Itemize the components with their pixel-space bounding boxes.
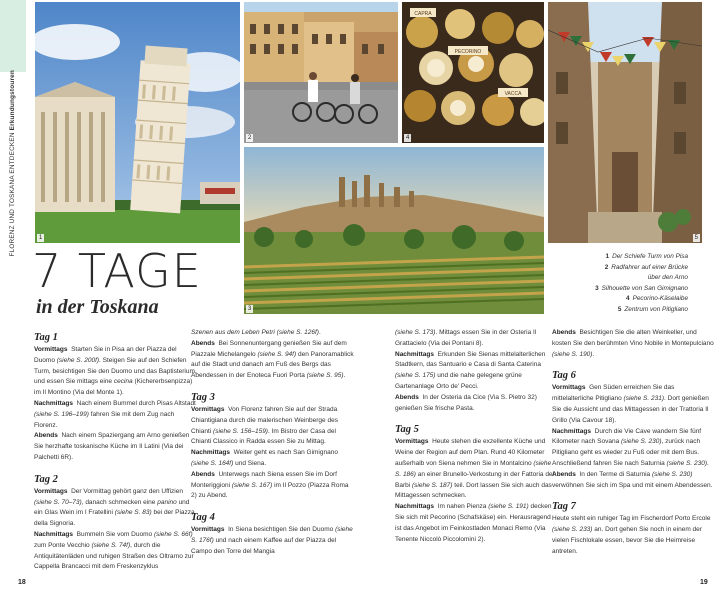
text-column-4 — [552, 328, 715, 558]
day-3-morning: Vormittags Von Florenz fahren Sie auf der Strada Chiantigiana durch die malerischen Weinberge des Chianti (siehe S. 156–159). Im Bistro der Casa del Chianti Classico in Radda essen Sie zu Mittag. — [191, 405, 338, 446]
day-3-heading: Tag 3 — [191, 391, 215, 403]
day-4-morning-start: Vormittags In Siena besichtigen Sie den Duomo (siehe S. 176f) und nach einem Kaffee auf der Piazza del Campo den Torre del Mangia — [191, 526, 353, 555]
page-subtitle: in der Toskana — [36, 296, 159, 318]
photo-cyclists — [244, 2, 398, 143]
caption-2-cont: über den Arno — [647, 274, 688, 282]
running-header — [2, 70, 22, 260]
photo-number-5: 5 — [694, 235, 698, 241]
photo-pitigliano — [548, 2, 702, 243]
day-2-morning: Vormittags Der Vormittag gehört ganz den Uffizien (siehe S. 70–73), danach schmecken eine panino und ein Glas Wein im I Fratellini (siehe S. 83) bei der Piazza della Signoria. — [34, 487, 195, 528]
pecorino-image — [402, 2, 544, 143]
cheese-sign-pecorino: PECORINO — [454, 49, 482, 55]
day-6-heading: Tag 6 — [552, 370, 576, 382]
photo-captions — [513, 252, 688, 316]
day-2-afternoon-cont: Szenen aus dem Leben Petri (siehe S. 126f). — [191, 329, 321, 336]
cheese-sign-capra: CAPRA — [414, 11, 432, 17]
day-5-evening: Abends Besichtigen Sie die alten Weinkeller, und kosten Sie den berühmten Vino Nobile in Montepulciano (siehe S. 190). — [552, 329, 714, 358]
page-number-right: 19 — [700, 579, 708, 586]
caption-5: 5 Zentrum von Pitigliano — [617, 305, 688, 313]
photo-number-2: 2 — [248, 135, 252, 141]
caption-4: 4 Pecorino-Käselaibe — [626, 295, 688, 303]
day-6-evening: Abends In den Terme di Saturnia (siehe S. 230) verwöhnen Sie sich im Spa und mit einem Abendessen. — [552, 470, 713, 489]
day-4-afternoon: Nachmittags Erkunden Sie Sienas mittelalterlichen Stadtkern, das Santuario e Casa di Santa Caterina (siehe S. 175) und die nahe gelegene grüne Gartenanlage Orto de' Pecci. — [395, 350, 546, 390]
photo-number-1: 1 — [39, 235, 43, 241]
caption-3: 3 Silhouette von San Gimignano — [595, 284, 688, 292]
day-5-heading: Tag 5 — [395, 424, 419, 436]
text-column-1 — [34, 328, 197, 573]
cyclists-image — [244, 2, 398, 143]
day-2-heading: Tag 2 — [34, 473, 58, 485]
caption-1: 1 Der Schiefe Turm von Pisa — [605, 253, 688, 260]
header-section: FLORENZ UND TOSKANA ENTDECKEN — [8, 132, 16, 257]
san-gimignano-image — [244, 147, 544, 314]
day-4-heading: Tag 4 — [191, 512, 215, 524]
day-2-afternoon-start: Nachmittags Bummeln Sie vom Duomo (siehe S. 66f) zum Ponte Vecchio (siehe S. 74f), durch die Antiquitätenläden und ruhigen Straßen des Oltrarno zur Cappella Brancacci mit dem Freskenzyklus — [34, 530, 194, 571]
day-1-heading: Tag 1 — [34, 332, 58, 343]
section-tab — [0, 0, 26, 72]
photo-pisa — [35, 2, 240, 243]
day-6-afternoon: Nachmittags Durch die Vie Cave wandern Sie fünf Kilometer nach Sovana (siehe S. 230), zurück nach Pitigliano geht es wieder zu Fuß oder mit dem Bus. Anschließend fahren Sie nach Saturnia (siehe S. 230). — [552, 427, 709, 467]
header-subsection: Erkundungstouren — [8, 70, 16, 131]
day-1-evening: Abends Nach einem Spaziergang am Arno genießen Sie herzhafte toskanische Küche im Il Latini (Via dei Palchetti 6R). — [34, 432, 190, 461]
cheese-sign-vacca: VACCA — [504, 91, 522, 97]
caption-2: 2 Radfahrer auf einer Brücke — [604, 263, 688, 271]
day-1-afternoon: Nachmittags Nach einem Bummel durch Pisas Altstadt (siehe S. 196–199) fahren Sie mit dem Zug nach Florenz. — [34, 399, 196, 429]
day-7-text: Heute steht ein ruhiger Tag im Fischerdorf Porto Ercole (siehe S. 233) an. Dort gehen Sie noch in einem der vielen Fischlokale essen, bevor Sie die Heimreise antreten. — [552, 515, 711, 555]
day-3-afternoon: Nachmittags Weiter geht es nach San Gimignano (siehe S. 164f) und Siena. — [191, 449, 338, 467]
photo-number-3: 3 — [248, 306, 252, 312]
day-5-morning: Vormittags Heute stehen die exzellente Küche und Weine der Region auf dem Plan. Rund 40 Kilometer außerhalb von Siena nehmen Sie in Montalcino (siehe S. 186) an einer Brunello-Verkostung in der Fattoria dei Barbi (siehe S. 187) teil. Dort lassen Sie sich auch das Mittagessen schmecken. — [395, 438, 554, 500]
text-column-2 — [191, 328, 354, 558]
day-4-evening: Abends In der Osteria da Cice (Via S. Pietro 32) genießen Sie frische Pasta. — [395, 393, 537, 412]
day-2-evening: Abends Bei Sonnenuntergang genießen Sie auf dem Piazzale Michelangelo (siehe S. 94f) den Panoramablick auf die Stadt und danach am Fuß des Bergs das Abendessen in der Enoteca Fuori Porta (siehe S. 95). — [191, 339, 354, 380]
pitigliano-image — [548, 2, 702, 243]
photo-san-gimignano — [244, 147, 544, 314]
photo-number-4: 4 — [406, 135, 410, 141]
day-3-evening: Abends Unterwegs nach Siena essen Sie im Dorf Monteriggioni (siehe S. 167) im Il Pozzo (Piazza Roma 2) zu Abend. — [191, 470, 349, 500]
page-number-left: 18 — [18, 579, 26, 586]
day-4-morning-cont: (siehe S. 173). Mittags essen Sie in der Osteria Il Grattacielo (Via dei Pontani 8). — [395, 329, 537, 347]
photo-pecorino — [402, 2, 544, 143]
day-7-heading: Tag 7 — [552, 501, 576, 513]
page-title: 7 TAGE — [32, 244, 202, 298]
day-6-morning: Vormittags Gen Süden erreichen Sie das mittelalterliche Pitigliano (siehe S. 231). Dort genießen Sie die Aussicht und das Mittagessen in der Trattoria Il Grillo (Via Cavour 18). — [552, 384, 709, 424]
text-column-3 — [395, 328, 558, 545]
day-5-afternoon: Nachmittags Im nahen Pienza (siehe S. 191) decken Sie sich mit Pecorino (Schafskäse) ein. Herausragend ist das Angebot im Feinkostladen Monaci Remo (Via Tenente Niccolò Piccolomini 2). — [395, 503, 552, 543]
pisa-image — [35, 2, 240, 243]
day-1-morning: Vormittags Starten Sie in Pisa an der Piazza del Duomo (siehe S. 200f). Steigen Sie auf den Schiefen Turm, besichtigen Sie den Duomo und das Baptisterium, und essen Sie mittags eine cecina (Kichererbsenpizza) im Il Montino (Via del Monte 1). — [34, 346, 197, 397]
